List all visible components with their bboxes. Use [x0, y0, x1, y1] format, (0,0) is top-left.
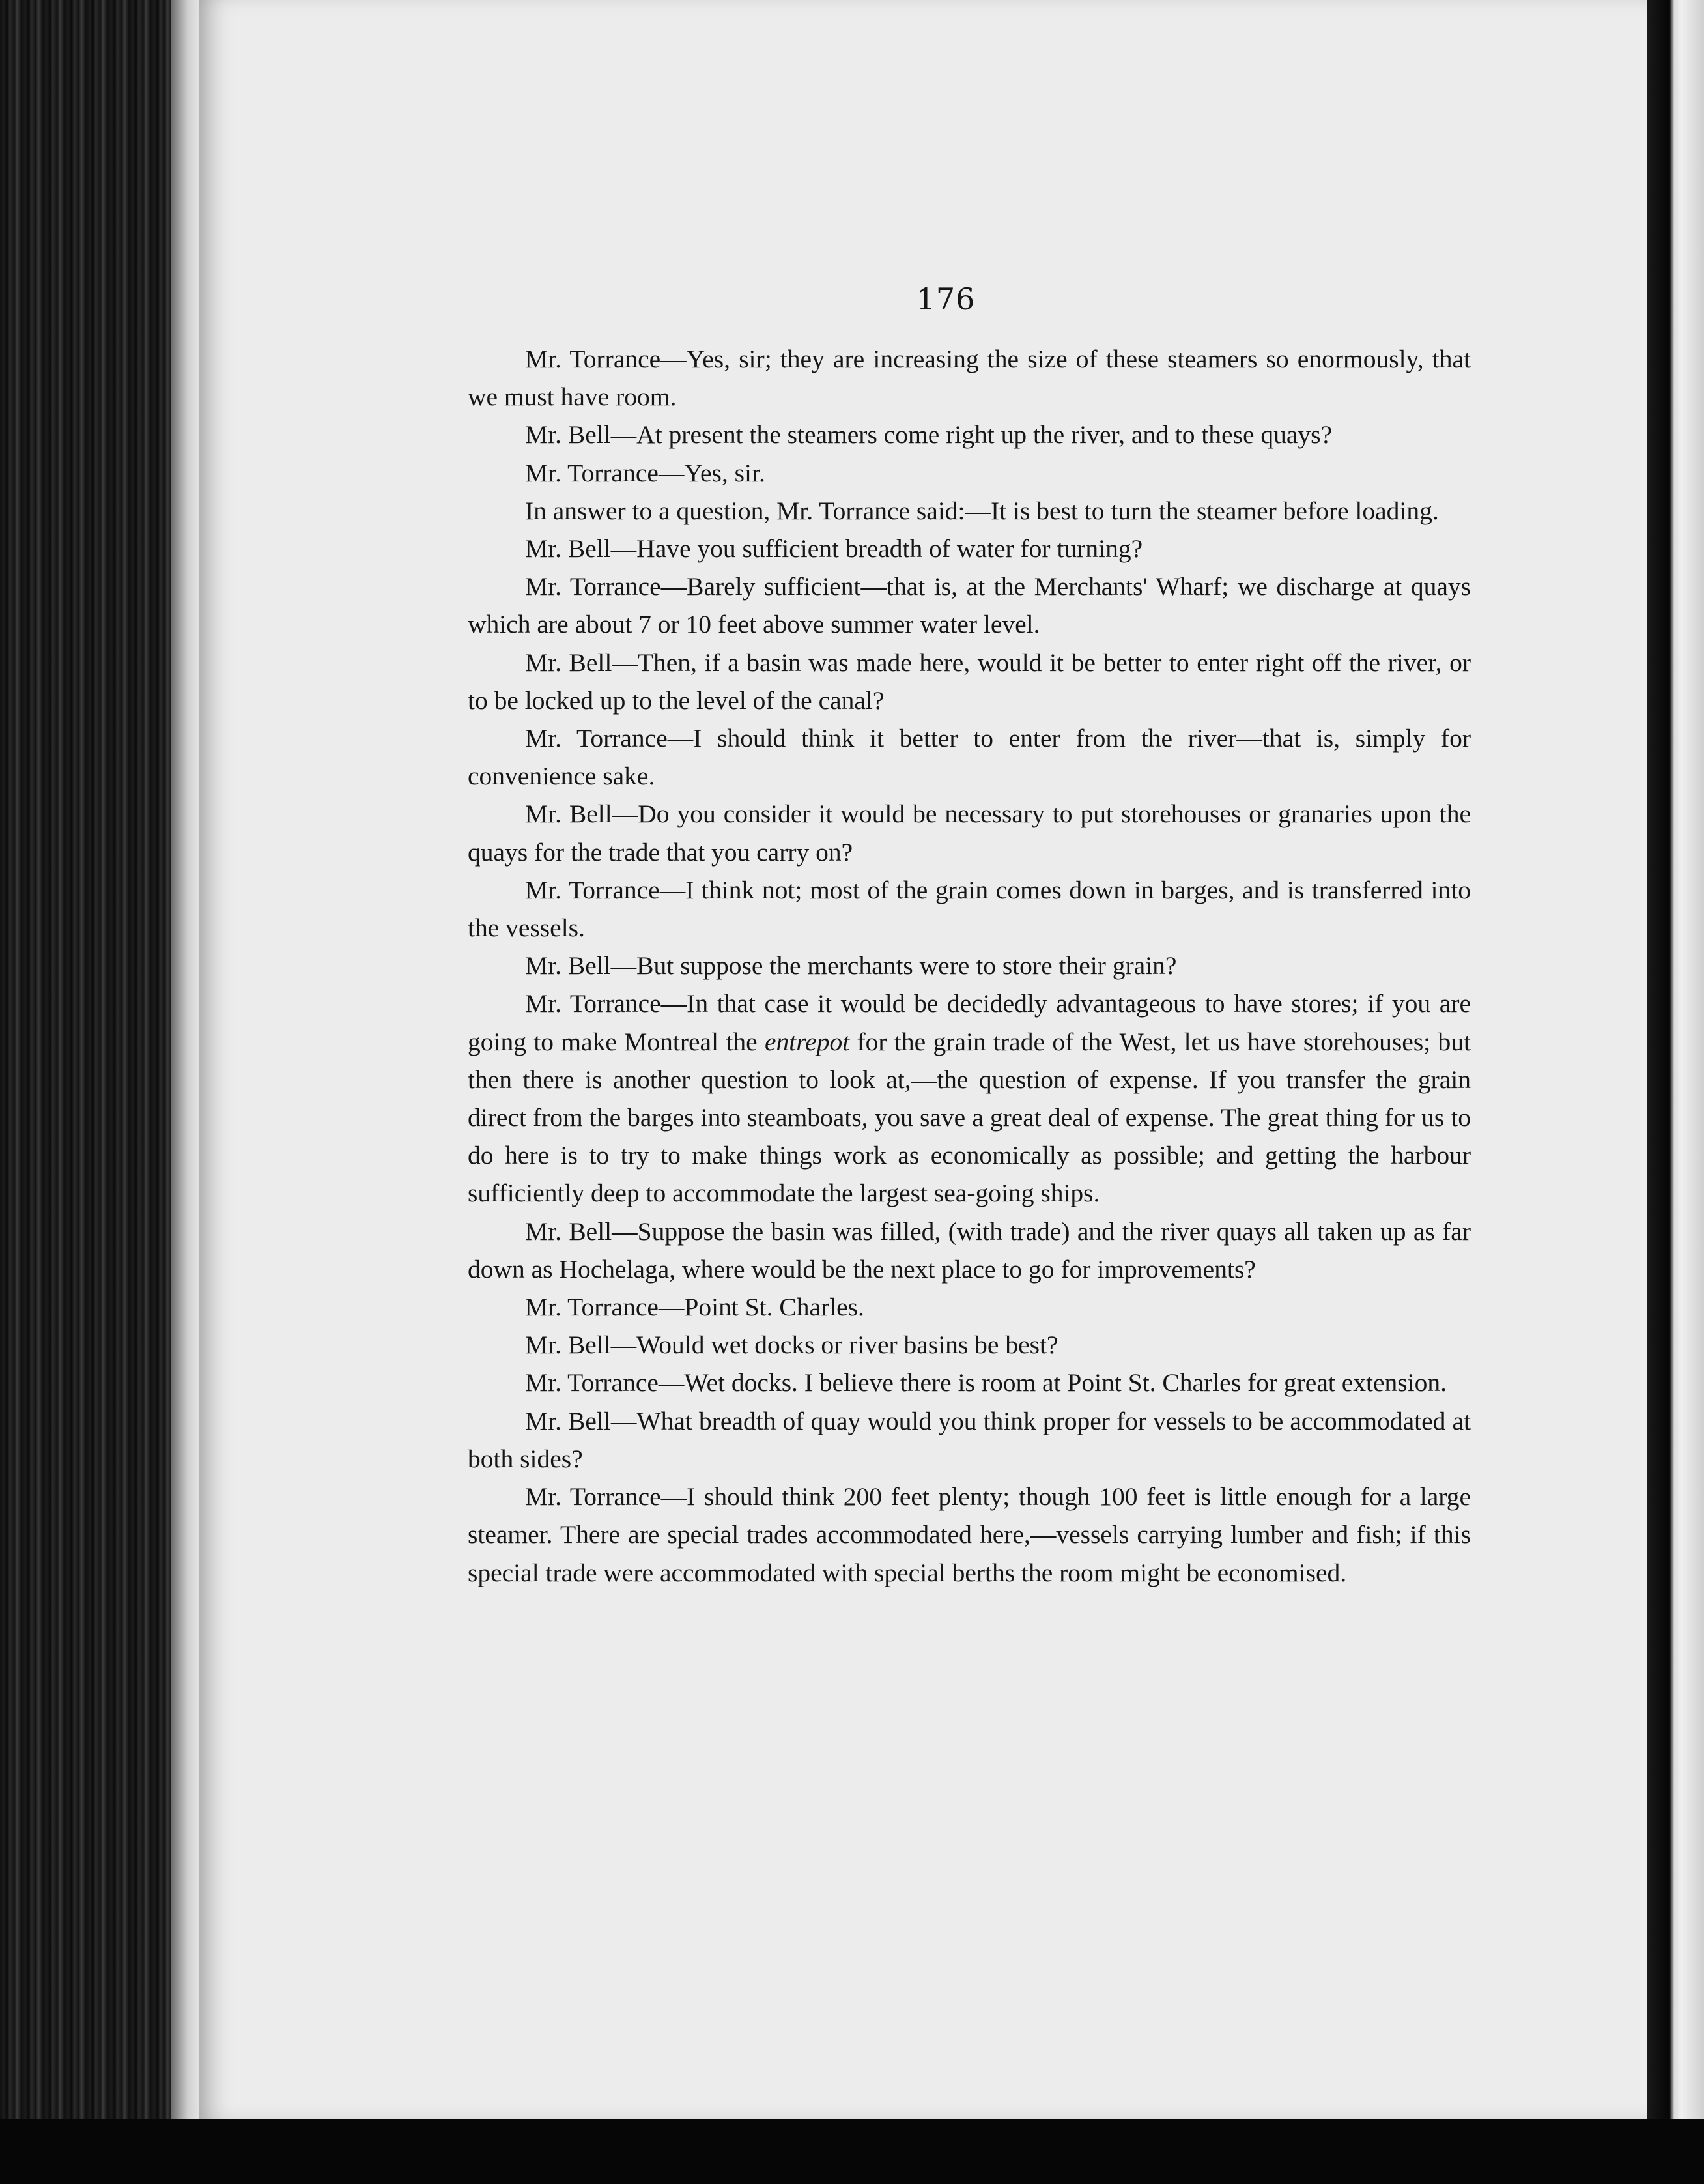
- paragraph-entrepot: [468, 984, 1471, 1212]
- paragraph: Mr. Bell—Suppose the basin was filled, (with trade) and the river quays all taken up as far down as Hochelaga, where would be the next place to go for improvements?: [468, 1216, 1471, 1284]
- paragraph: Mr. Torrance—Barely sufficient—that is, at the Merchants' Wharf; we discharge at quays which are about 7 or 10 feet above summer water level.: [468, 572, 1471, 639]
- paragraph: In answer to a question, Mr. Torrance said:—It is best to turn the steamer before loading.: [525, 496, 1439, 525]
- italic-term: entrepot: [765, 1027, 850, 1056]
- paragraph: Mr. Torrance—Yes, sir; they are increasing the size of these steamers so enormously, that we must have room.: [468, 345, 1471, 412]
- paragraph: Mr. Torrance—I think not; most of the grain comes down in barges, and is transferred into the vessels.: [468, 875, 1471, 943]
- paragraph: Mr. Torrance—Yes, sir.: [525, 458, 765, 487]
- scan-bottom-border: [0, 2119, 1704, 2184]
- page-edge: [171, 0, 202, 2119]
- paragraph: Mr. Torrance—Wet docks. I believe there is room at Point St. Charles for great extension.: [525, 1368, 1447, 1398]
- page-number: 176: [916, 281, 976, 317]
- body-text: [468, 340, 1471, 1592]
- next-page-edge: [1647, 0, 1704, 2184]
- paragraph: Mr. Bell—Have you sufficient breadth of water for turning?: [525, 534, 1143, 564]
- paragraph: Mr. Bell—Then, if a basin was made here, would it be better to enter right off the river, or to be locked up to the level of the canal?: [468, 648, 1471, 715]
- paragraph-text: for the grain trade of the West, let us have storehouses; but then there is another question to look at,—the question of expense. If you transfer the grain direct from the barges into steamboats, you save a great deal of expense. The great thing for us to do here is to try to make things work as economically as possible; and getting the harbour sufficiently deep to accommodate the largest sea-going ships.: [468, 1027, 1471, 1208]
- paragraph: Mr. Bell—Do you consider it would be necessary to put storehouses or granaries upon the quays for the trade that you carry on?: [468, 799, 1471, 867]
- paragraph: Mr. Torrance—I should think it better to enter from the river—that is, simply for convenience sake.: [468, 724, 1471, 791]
- paragraph: Mr. Bell—But suppose the merchants were to store their grain?: [525, 951, 1177, 981]
- paragraph: Mr. Bell—What breadth of quay would you think proper for vessels to be accommodated at both sides?: [468, 1406, 1471, 1473]
- paragraph: Mr. Bell—Would wet docks or river basins be best?: [525, 1330, 1058, 1360]
- paragraph: Mr. Torrance—Point St. Charles.: [525, 1293, 864, 1322]
- paragraph: Mr. Torrance—I should think 200 feet plenty; though 100 feet is little enough for a large steamer. There are special trades accommodated here,—vessels carrying lumber and fish; if this special trade were accommodated with special berths the room might be economised.: [468, 1482, 1471, 1587]
- paragraph-text: Mr. Torrance—In that case it would be decidedly advantageous to have stores; if you are going to make Montreal the: [468, 989, 1471, 1056]
- paragraph: Mr. Bell—At present the steamers come right up the river, and to these quays?: [525, 420, 1333, 450]
